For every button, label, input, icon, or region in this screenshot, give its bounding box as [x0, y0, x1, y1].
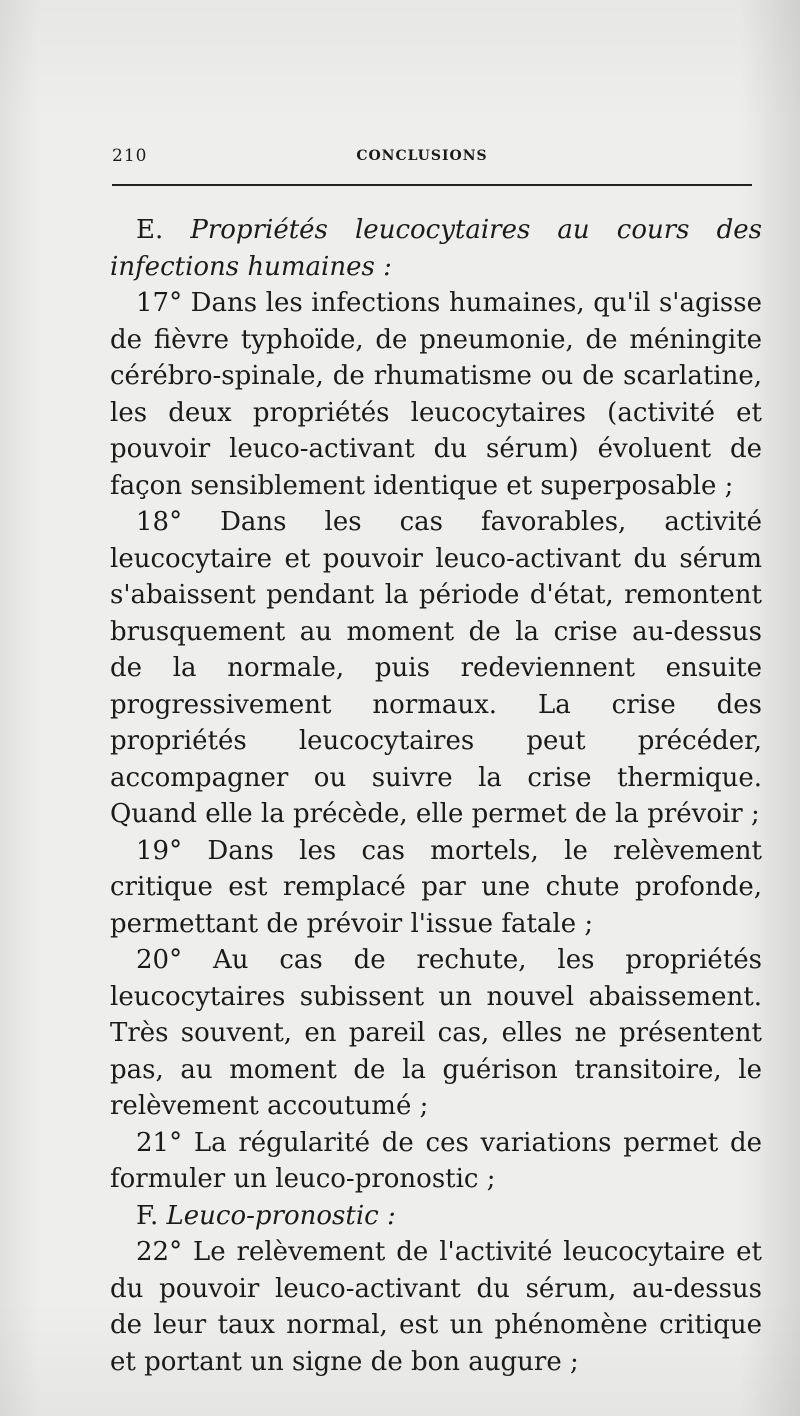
page-number: 210	[112, 146, 148, 166]
section-e-title: Propriétés leucocytaires au cours des infections humaines :	[110, 215, 762, 282]
paragraph-22: 22° Le relèvement de l'activité leucocytaire et du pouvoir leuco-activant du sérum, au-dessus de leur taux normal, est un phénomène critique et portant un signe de bon augure ;	[110, 1237, 762, 1377]
section-e-heading	[110, 212, 762, 285]
paragraph-18: 18° Dans les cas favorables, activité leucocytaire et pouvoir leuco-activant du sérum s'abaissent pendant la période d'état, remontent brusquement au moment de la crise au-dessus de la normale, puis redeviennent ensuite progressivement normaux. La crise des propriétés leucocytaires peut précéder, accompagner ou suivre la crise thermique. Quand elle la précède, elle permet de la prévoir ;	[110, 507, 762, 829]
page-header	[112, 146, 752, 170]
running-title: CONCLUSIONS	[356, 148, 488, 164]
paragraph-19: 19° Dans les cas mortels, le relèvement critique est remplacé par une chute profonde, permettant de prévoir l'issue fatale ;	[110, 835, 762, 939]
paragraph-21: 21° La régularité de ces variations permet de formuler un leuco-pronostic ;	[110, 1127, 762, 1194]
header-rule	[112, 184, 752, 186]
section-f-title: Leuco-pronostic :	[166, 1200, 396, 1231]
section-f-heading	[110, 1198, 762, 1235]
section-e-letter: E.	[136, 215, 164, 245]
paragraph-20: 20° Au cas de rechute, les propriétés leucocytaires subissent un nouvel abaissement. Très souvent, en pareil cas, elles ne présentent pas, au moment de la guérison transitoire, le relèvement accoutumé ;	[110, 945, 762, 1121]
section-f-letter: F.	[136, 1200, 159, 1231]
body-text	[110, 212, 762, 1380]
paragraph-17: 17° Dans les infections humaines, qu'il s'agisse de fièvre typhoïde, de pneumonie, de méningite cérébro-spinale, de rhumatisme ou de scarlatine, les deux propriétés leucocytaires (activité et pouvoir leuco-activant du sérum) évoluent de façon sensiblement identique et superposable ;	[110, 288, 762, 501]
